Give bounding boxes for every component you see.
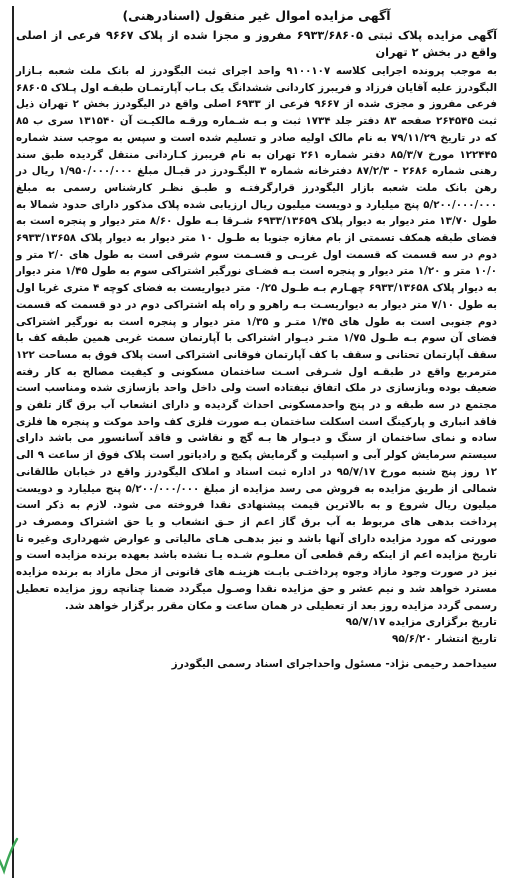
notice-signature: سیداحمد رحیمی نژاد- مسئول واحداجرای اسناد رسمی الیگودرز xyxy=(171,658,497,671)
auction-notice xyxy=(12,6,497,878)
notice-subtitle: آگهی مزایده پلاک ثبتی ۶۹۳۳/۶۸۶۰۵ مفروز و مجزا شده از پلاک ۹۶۶۷ فرعی از اصلی واقع در بخش ۲ تهران xyxy=(16,29,498,59)
publish-date: تاریخ انتشار ۹۵/۶/۲۰ xyxy=(392,633,497,646)
notice-body: به موجب پرونده اجرایی کلاسه ۹۱۰۰۱۰۷ واحد اجرای ثبت البگودرز له بانک ملت شعبه بـازار البگودرز علیه آقایان فرزاد و فریبرز کاردانی ششدانگ یک بـاب آپارتمـان طبقـه اول پـلاک ۶۸۶۰۵ فرعی مفروز و مجزی شده از ۹۶۶۷ فرعی از ۶۹۳۳ اصلی واقع در الیگودرز بخش ۲ تهران ذیل ثبت ۲۶۴۵۴۵ صفحه ۸۳ دفتر جلد ۱۷۳۴ ثبت و بـه شـماره ورقـه مالکیـت آن ۱۳۱۵۴۰ سری ب ۸۵ که در تاریخ ۷۹/۱۱/۲۹ به نام مالک اولیه صادر و تسلیم شده است و سپس به موجب سند شماره ۱۲۲۴۴۵ مورخ ۸۵/۳/۷ دفتر شماره ۲۶۱ تهران به نام فریبرز کـاردانی منتقل گردیده طبق سند رهنی شماره ۲۶۸۶ - ۸۷/۲/۳ دفترخانه شماره ۳ الیگـودرز در قبـال مبلغ ۱/۹۵۰/۰۰۰/۰۰۰ ریال در رهن بانک ملت شعبه بازار الیگودرز قرارگرفتـه و طبـق نظـر کارشناس رسمی به مبلغ ۵/۲۰۰/۰۰۰/۰۰۰ پنج میلیارد و دویست میلیون ریال ارزیابی شده پلاک مذکور دارای حدود شمالا به طول ۱۳/۷۰ متر دیوار به دیوار پلاک ۶۹۳۳/۱۳۶۵۹ شـرقا بـه طول ۸/۶۰ متر دیوار و پنجره است به فضای طبقه همکف تسمتی از بام مغازه جنوبا به طـول ۱۰ متر دیوار به دیوار پلاک ۶۹۳۳/۱۳۶۵۸ دوم در سه قسمت که قسمت اول غربـی و قسـمت سوم شرقی است به طول های ۲/۰ متر و ۱۰/۰ متر و ۱/۲۰ متر دیوار و پنجره است بـه فضـای نورگیر اشتراکی سوم به طول ۱/۴۵ متر دیوار به دیوار پلاک ۶۹۳۳/۱۳۶۵۸ چهـارم بـه طـول ۰/۲۵ متر دیواریست به فضای کوچه ۴ متری غربا اول به طول ۷/۱۰ متر دیوار به دیواریسـت بـه راهرو و راه پله اشتراکی دوم در دو قسمت که قسمت دوم جنوبی است به طول های ۱/۴۵ متـر و ۱/۳۵ متر دیوار و پنجره است به نورگیر اشتراکی فضای آن سوم بـه طـول ۱/۷۵ متـر دیـوار اشتراکی با آپارتمان سمت غربی همین طبقه کف با سقف آپارتمان تحتانی و سقف با کف آپارتمان فوقانی اشتراکی است پلاک فوق به مساحت ۱۲۲ مترمربع واقع در طبقـه اول شـرقی اسـت ساختمان مسکونی و کیفیت مصالح به کار رفته ضعیف بوده وبازسازی در ملک اتفاق نیفتاده است ولی داخل واحد بازسازی شده ومناسب است مجتمع در سه طبقه و در پنج واحدمسکونی احداث گردیده و دارای انشعاب آب برق گاز تلفن و فاقد انباری و پارکینگ است اسکلت ساختمان بـه صورت فلزی کف واحد موکت و پنجره ها فلزی ساده و نمای ساختمان از سنگ و دیـوار ها بـه گچ و نقاشی و فاقد آسانسور می باشد دارای سیستم سرمایش کولر آبی و اسپلیت و گرمایش پکیج و رادیاتور است پلاک فوق از ساعت ۹ الی ۱۲ روز پنج شنبه مورخ ۹۵/۷/۱۷ در اداره ثبت اسناد و املاک الیگودرز واقع در خیابان طالقانی شمالی از طریق مزایده به فروش می رسد مزایده از مبلغ ۵/۲۰۰/۰۰۰/۰۰۰ پنج میلیارد و دویست میلیون ریال شروع و به بالاترین قیمت پیشنهادی نقدا فروخته می شود. لازم به ذکر است پرداخت بدهی های مربوط به آب برق گاز اعم از حـق انشعاب و یا حق اشتراک ومصرف در صورتی که مورد مزایده دارای آنها باشد و نیز بدهـی هـای مالیاتی و عوارض شهرداری وغیره تا تاریخ مزایده اعم از اینکه رقم قطعی آن معلـوم شـده یـا نشده باشد بعهده برنده مزایده است و نیز در صورت وجود مازاد وجوه پرداختـی بابـت هزینـه های قانونی از محل مازاد به برنده مزایده مسترد خواهد شد و نیم عشر و حق مزایده نقدا وصـول میگردد ضمنا چنانچه روز مزایده تعطیل رسمی گردد مزایده روز بعد از تعطیلی در همان ساعت و مکان مقرر برگزار خواهد شد. xyxy=(16,65,498,612)
notice-dates xyxy=(16,614,497,648)
auction-date: تاریخ برگزاری مزایده ۹۵/۷/۱۷ xyxy=(345,616,497,629)
green-check-mark-icon xyxy=(0,835,20,875)
notice-title: آگهی مزایده اموال غیر منقول (اسنادرهنی) xyxy=(122,8,391,23)
